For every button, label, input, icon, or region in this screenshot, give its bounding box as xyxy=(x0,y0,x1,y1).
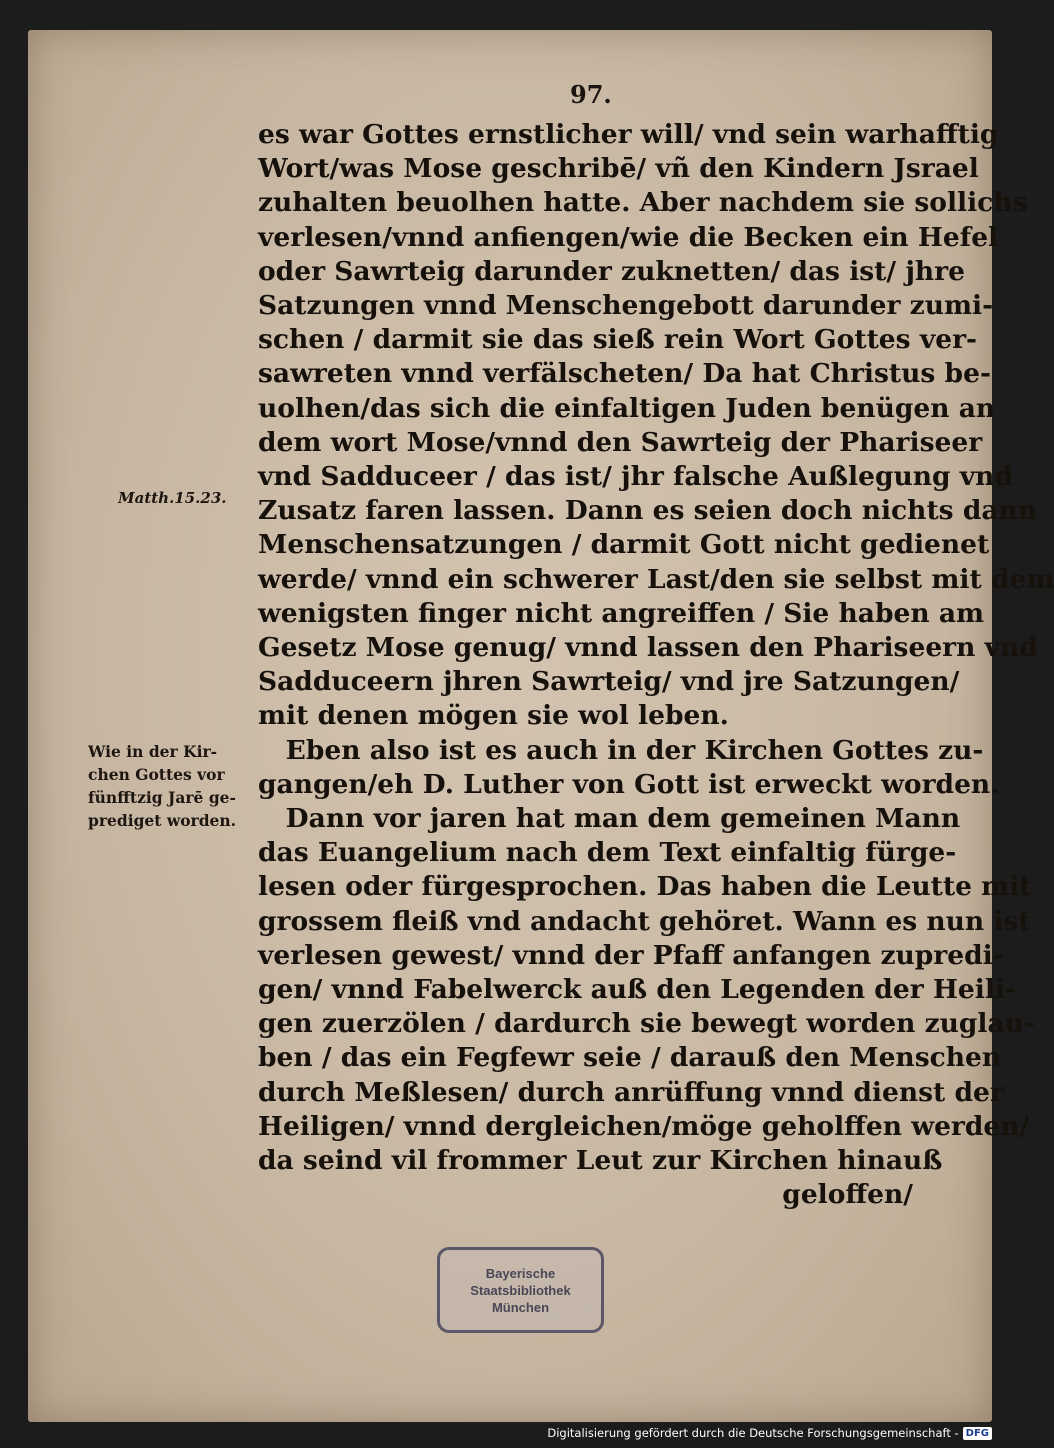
text-line: Menschensatzungen / darmit Gott nicht gedienet xyxy=(258,529,990,561)
stamp-line: Bayerische xyxy=(485,1265,556,1281)
text-line: mit denen mögen sie wol leben. xyxy=(258,700,729,732)
text-line: uolhen/das sich die einfaltigen Juden benügen an xyxy=(258,392,996,424)
text-line: dem wort Mose/vnnd den Sawrteig der Phariseer xyxy=(258,426,983,458)
margin-note-line: Wie in der Kir- xyxy=(88,742,218,761)
text-line: das Euangelium nach dem Text einfaltig fürge- xyxy=(258,837,957,869)
text-line: ben / das ein Fegfewr seie / darauß den Menschen xyxy=(258,1042,1002,1074)
text-line: Satzungen vnnd Menschengebott darunder zumi- xyxy=(258,290,994,322)
text-line: Zusatz faren lassen. Dann es seien doch nichts dann xyxy=(258,495,1038,527)
margin-reference: Matth.15.23. xyxy=(118,489,227,507)
text-line: oder Sawrteig darunder zuknetten/ das ist/ jhre xyxy=(258,255,965,287)
text-line: zuhalten beuolhen hatte. Aber nachdem sie sollichs xyxy=(258,187,1028,219)
body-text xyxy=(258,118,1054,1213)
dfg-logo-icon: DFG xyxy=(963,1427,992,1440)
text-line: verlesen gewest/ vnnd der Pfaff anfangen zupredi- xyxy=(258,939,1004,971)
text-line: verlesen/vnnd anfiengen/wie die Becken ein Hefel xyxy=(258,221,999,253)
text-line: Wort/was Mose geschribē/ vñ den Kindern Jsrael xyxy=(258,153,979,185)
text-line: es war Gottes ernstlicher will/ vnd sein warhafftig xyxy=(258,119,999,150)
text-line: werde/ vnnd ein schwerer Last/den sie selbst mit dem xyxy=(258,563,1054,595)
text-line: vnd Sadduceer / das ist/ jhr falsche Außlegung vnd xyxy=(258,461,1013,493)
margin-note-line: fünfftzig Jarē ge- xyxy=(88,788,236,807)
text-line: Heiligen/ vnnd dergleichen/möge geholffen werden/ xyxy=(258,1110,1030,1142)
margin-note-line: chen Gottes vor xyxy=(88,765,225,784)
text-line: lesen oder fürgesprochen. Das haben die Leutte mit xyxy=(258,871,1032,903)
text-line: Dann vor jaren hat man dem gemeinen Mann xyxy=(258,803,961,835)
text-line: da seind vil frommer Leut zur Kirchen hinauß xyxy=(258,1145,943,1177)
margin-note xyxy=(88,740,253,832)
text-line: sawreten vnnd verfälscheten/ Da hat Christus be- xyxy=(258,358,991,390)
text-line: Sadduceern jhren Sawrteig/ vnd jre Satzungen/ xyxy=(258,666,960,698)
library-stamp xyxy=(437,1247,604,1333)
text-line: Eben also ist es auch in der Kirchen Gottes zu- xyxy=(258,734,984,766)
stamp-line: Staatsbibliothek xyxy=(470,1282,571,1298)
text-line: durch Meßlesen/ durch anrüffung vnnd dienst der xyxy=(258,1076,1004,1108)
text-line: schen / darmit sie das sieß rein Wort Gottes ver- xyxy=(258,324,978,356)
footer-text: Digitalisierung gefördert durch die Deutsche Forschungsgemeinschaft - xyxy=(547,1426,959,1440)
text-line: gen zuerzölen / dardurch sie bewegt worden zuglau- xyxy=(258,1008,1035,1040)
text-line: grossem fleiß vnd andacht gehöret. Wann es nun ist xyxy=(258,905,1031,937)
footer-credit xyxy=(547,1426,992,1440)
text-line: Gesetz Mose genug/ vnnd lassen den Phariseern vnd xyxy=(258,632,1038,664)
page-number: 97. xyxy=(570,80,612,109)
text-line: gangen/eh D. Luther von Gott ist erweckt worden. xyxy=(258,768,1000,800)
catchword: geloffen/ xyxy=(782,1179,913,1211)
text-line: wenigsten finger nicht angreiffen / Sie haben am xyxy=(258,597,985,629)
text-line: gen/ vnnd Fabelwerck auß den Legenden der Heili- xyxy=(258,974,1016,1006)
stamp-line: München xyxy=(491,1299,550,1315)
margin-note-line: prediget worden. xyxy=(88,811,237,830)
